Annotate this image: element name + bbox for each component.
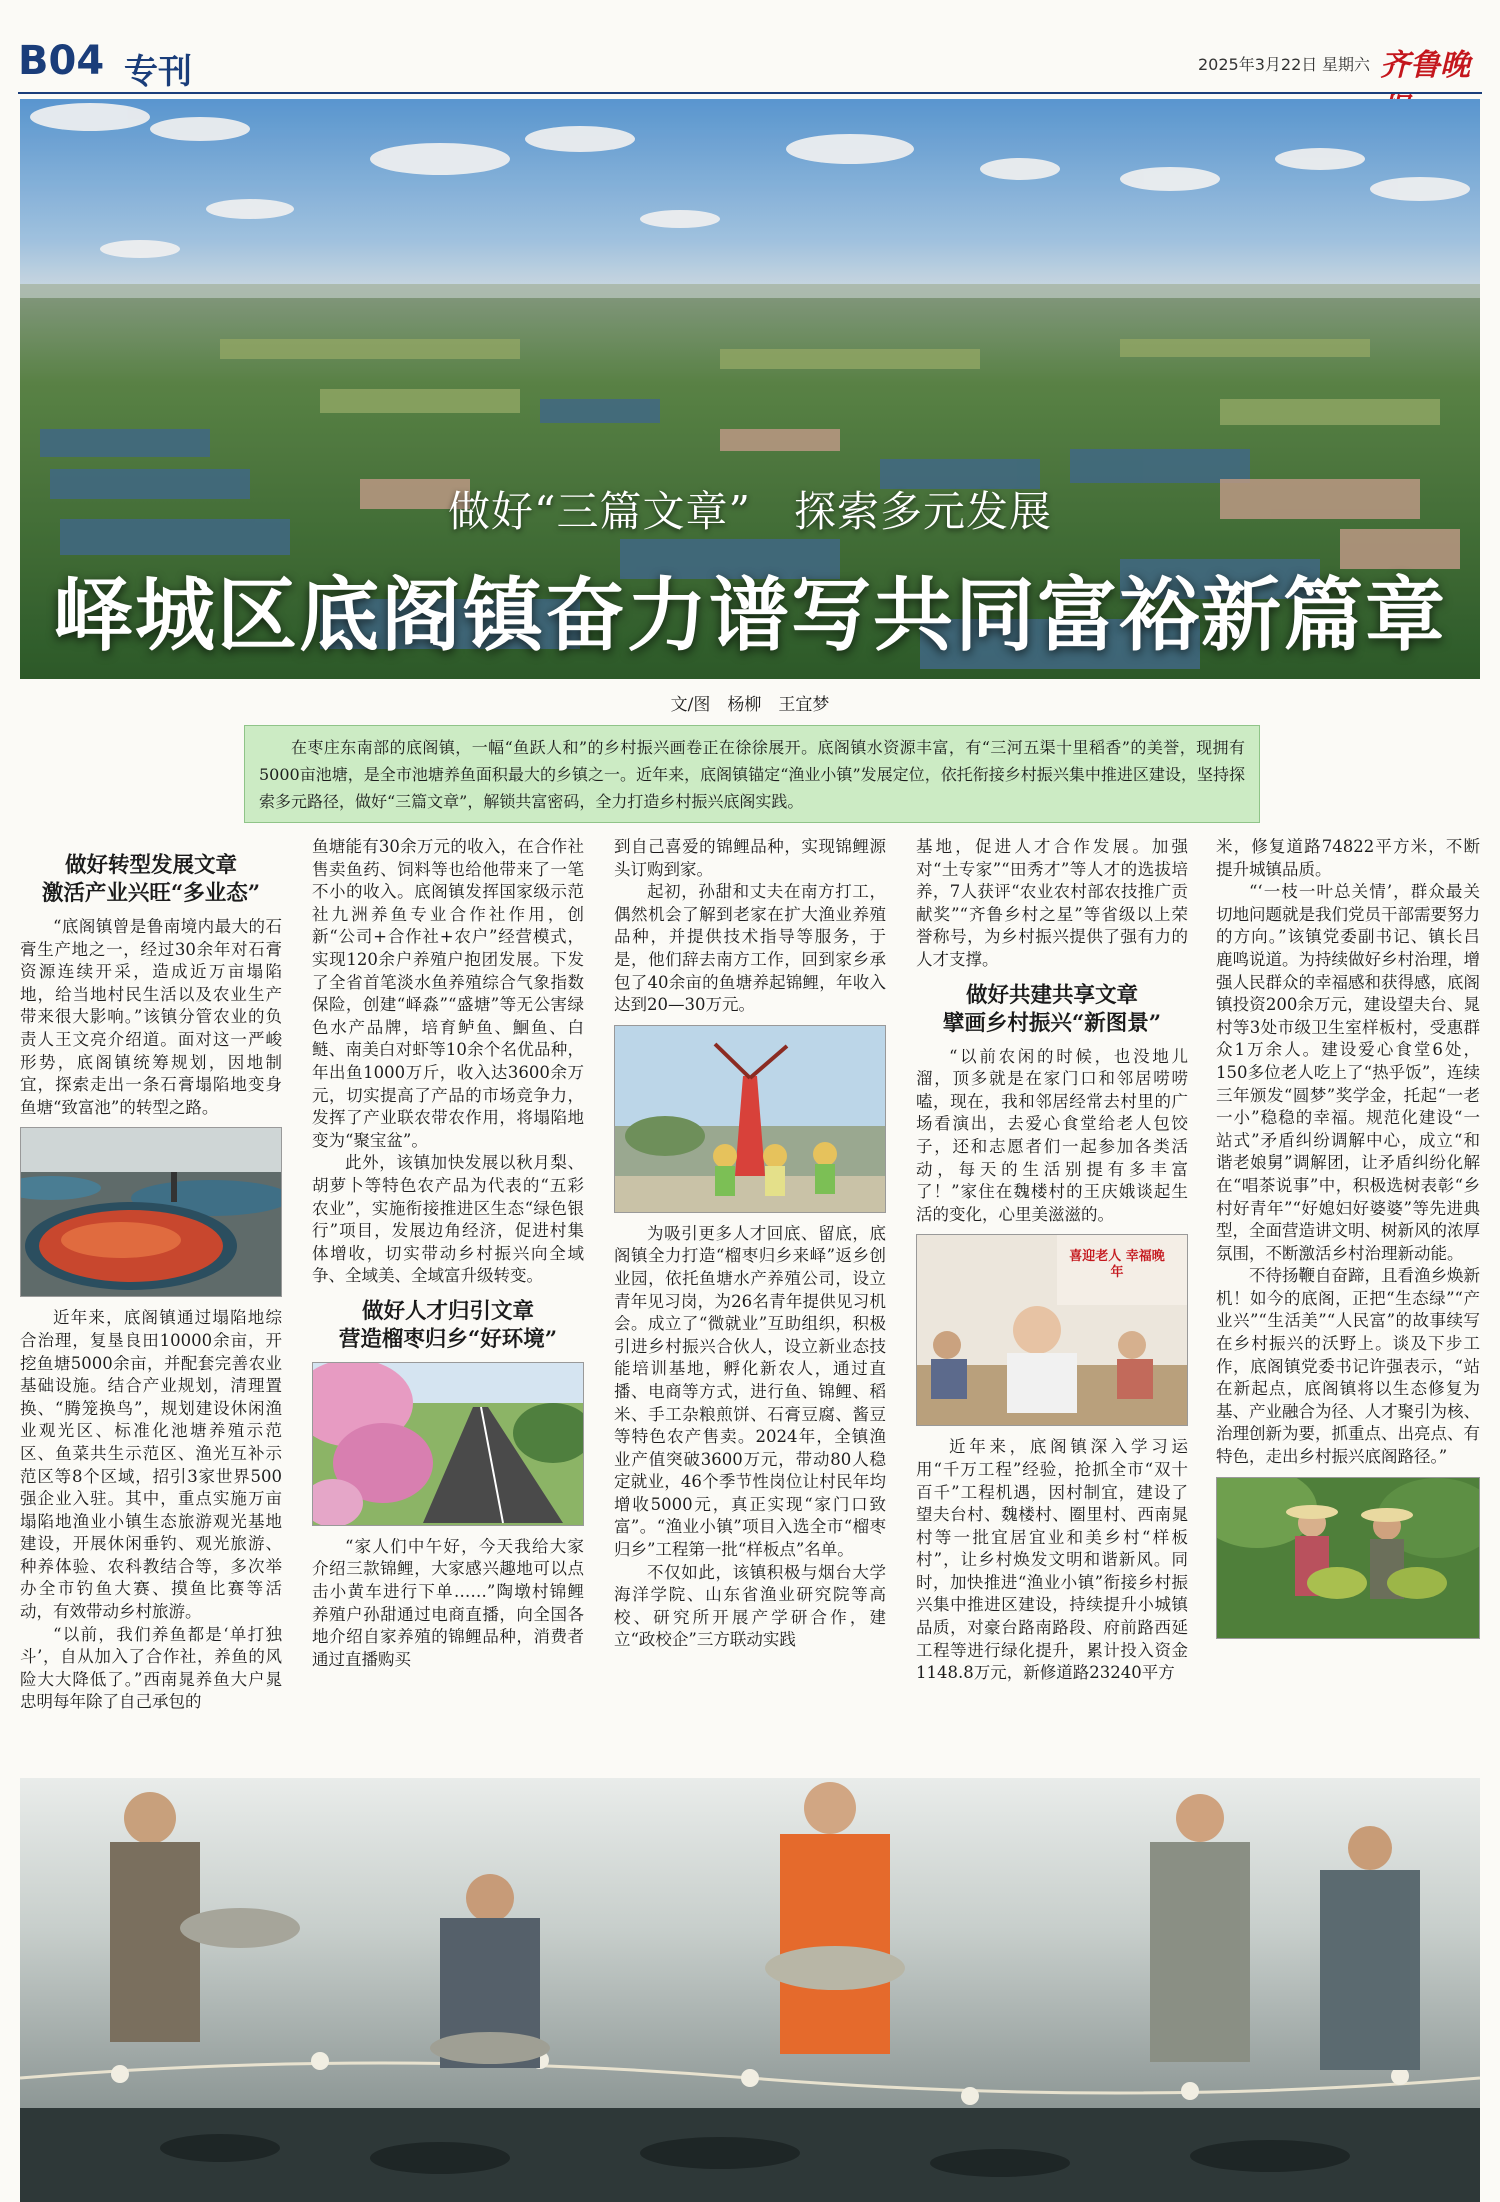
road-blossom-photo [312,1362,584,1526]
paragraph: 到自己喜爱的锦鲤品种，实现锦鲤源头订购到家。 [614,837,886,879]
column-3 [614,836,886,1776]
issue-date: 2025年3月22日 [1198,55,1318,74]
elderly-canteen-photo [916,1234,1188,1426]
paragraph: 米，修复道路74822平方米，不断提升城镇品质。 [1216,837,1480,879]
paragraph: “底阁镇曾是鲁南境内最大的石膏生产地之一，经过30余年对石膏资源连续开采，造成近万亩塌陷地，给当地村民生活以及农业生产带来很大影响。”该镇分管农业的负责人王文亮介绍道。面对这一严峻形势，底阁镇统筹规划，因地制宜，探索走出一条石膏塌陷地变身鱼塘“致富池”的转型之路。 [20,917,282,1117]
fish-harvest-photo [20,1778,1480,2202]
paragraph: 鱼塘能有30余万元的收入，在合作社售卖鱼药、饲料等也给他带来了一笔不小的收入。底阁镇发挥国家级示范社九洲养鱼专业合作社作用，创新“公司+合作社+农户”经营模式，实现120余户养殖户抱团发展。下发了全省首笔淡水鱼养殖综合气象指数保险，创建“峄淼”“盛塘”等无公害绿色水产品牌，培育鲈鱼、鮰鱼、白鲢、南美白对虾等10余个名优品种，年出鱼1000万斤，收入达3600余万元，切实提高了产品的市场竞争力，发挥了产业联农带农作用，将塌陷地变为“聚宝盆”。 [312,837,584,1150]
paragraph: “以前农闲的时候，也没地儿溜，顶多就是在家门口和邻居唠唠嗑，现在，我和邻居经常去村里的广场看演出，去爱心食堂给老人包饺子，还和志愿者们一起参加各类活动，每天的生活别提有多丰富了！”家住在魏楼村的王庆娥谈起生活的变化，心里美滋滋的。 [916,1046,1188,1224]
hero-photo [20,99,1480,679]
paragraph: “家人们中午好，今天我给大家介绍三款锦鲤，大家感兴趣地可以点击小黄车进行下单……”陶墩村锦鲤养殖户孙甜通过电商直播，向全国各地介绍自家养殖的锦鲤品种，消费者通过直播购买 [312,1536,584,1669]
section-1-heading [20,852,282,908]
section-heading-line: 激活产业兴旺“多业态” [41,881,261,906]
paragraph: 基地，促进人才合作发展。加强对“土专家”“田秀才”等人才的选拔培养，7人获评“农业农村部农技推广贡献奖”“齐鲁乡村之星”等省级以上荣誉称号，为乡村振兴提供了强有力的人才支撑。 [916,837,1188,969]
section-2-heading [312,1298,584,1354]
harvest-image [1217,1478,1479,1638]
fishermen-netting-image [20,1778,1480,2202]
section-heading-line: 擘画乡村振兴“新图景” [942,1010,1162,1036]
newspaper-logo: 齐鲁晚 [1380,48,1470,83]
paragraph: 近年来，底阁镇深入学习运用“千万工程”经验，抢抓全市“双十百千”工程机遇，因村制宜，建设了望夫台村、魏楼村、圈里村、西南晁村等一批宜居宜业和美乡村“样板村”，让乡村焕发文明和谐新风。同时，加快推进“渔业小镇”衔接乡村振兴集中推进区建设，持续提升小城镇品质，对豪台路南路段、府前路西延工程等进行绿化提升，累计投入资金1148.8万元，新修道路23240平方 [916,1437,1188,1683]
column-1 [20,852,282,1742]
column-4 [916,836,1188,1776]
column-5 [1216,836,1480,1776]
section-heading-line: 营造榴枣归乡“好环境” [338,1326,558,1352]
masthead-rule [18,92,1482,94]
page-number: B04 [18,38,105,84]
section-3-heading [916,982,1188,1038]
road-image [313,1363,583,1525]
lead-paragraph: 在枣庄东南部的底阁镇，一幅“鱼跃人和”的乡村振兴画卷正在徐徐展开。底阁镇水资源丰富，有“三河五渠十里稻香”的美誉，现拥有5000亩池塘，是全市池塘养鱼面积最大的乡镇之一。近年来，底阁镇锚定“渔业小镇”发展定位，依托衔接乡村振兴集中推进区建设，坚持探索多元路径，做好“三篇文章”，解锁共富密码，全力打造乡村振兴底阁实践。 [244,725,1260,823]
section-name: 专刊 [124,52,192,92]
paragraph: 此外，该镇加快发展以秋月梨、胡萝卜等特色农产品为代表的“五彩农业”，实施衔接推进区生态“绿色银行”项目，发展边角经济，促进村集体增收，切实带动乡村振兴向全域争、全域美、全域富升级转变。 [312,1153,584,1286]
windmill-image [615,1026,885,1212]
fish-tank-image [21,1128,281,1296]
page-headline: 峄城区底阁镇奋力谱写共同富裕新篇章 [53,568,1447,662]
issue-weekday: 星期六 [1322,55,1371,74]
paragraph: 为吸引更多人才回底、留底，底阁镇全力打造“榴枣归乡来峄”返乡创业园，依托鱼塘水产养殖公司，设立青年见习岗，为26名青年提供见习机会。成立了“微就业”互助组织，积极引进乡村振兴合伙人，设立新业态技能培训基地，孵化新农人，通过直播、电商等方式，进行鱼、锦鲤、稻米、手工杂粮煎饼、石膏豆腐、酱豆等特色农产售卖。2024年，全镇渔业产值突破3600万元，带动80人稳定就业，46个季节性岗位让村民年均增收5000元，真正实现“家门口致富”。“渔业小镇”项目入选全市“榴枣归乡”工程第一批“样板点”名单。 [614,1223,886,1560]
column-2 [312,836,584,1776]
section-heading-line: 做好转型发展文章 [64,853,237,878]
paragraph: 起初，孙甜和丈夫在南方打工，偶然机会了解到老家在扩大渔业养殖品种，并提供技术指导等服务，于是，他们辞去南方工作，回到家乡承包了40余亩的鱼塘养起锦鲤，年收入达到20—30万元。 [614,882,886,1015]
children-windmill-photo [614,1025,886,1213]
canteen-wall-sign: 喜迎老人 幸福晚年 [1069,1249,1165,1281]
paragraph: 不待扬鞭自奋蹄，且看渔乡焕新机！如今的底阁，正把“生态绿”“产业兴”“生活美”“人民富”的故事续写在乡村振兴的沃野上。谈及下步工作，底阁镇党委书记许强表示，“站在新起点，底阁镇将以生态修复为基、产业融合为径、人才聚引为核、治理创新为要，抓重点、出亮点、有特色，走出乡村振兴底阁路径。” [1216,1266,1480,1467]
paragraph: “‘一枝一叶总关情’，群众最关切地问题就是我们党员干部需要努力的方向。”该镇党委副书记、镇长吕鹿鸣说道。为持续做好乡村治理，增强人民群众的幸福感和获得感，底阁镇投资200余万元，建设望夫台、晁村等3处市级卫生室样板村，受惠群众1万余人。建设爱心食堂6处，150多位老人吃上了“热乎饭”，连续三年颁发“圆梦”奖学金，托起“一老一小”稳稳的幸福。规范化建设“一站式”矛盾纠纷调解中心，成立“和谐老娘舅”调解团，让矛盾纠纷化解在“唱茶说事”中，积极选树表彰“乡村好青年”“好媳妇好婆婆”等先进典型，全面营造讲文明、树新风的浓厚氛围，不断激活乡村治理新动能。 [1216,882,1480,1263]
paragraph: “以前，我们养鱼都是‘单打独斗’，自从加入了合作社，养鱼的风险大大降低了。”西南晁养鱼大户晁忠明每年除了自己承包的 [20,1624,282,1712]
section-heading-line: 做好人才归引文章 [361,1298,534,1324]
section-heading-line: 做好共建共享文章 [965,982,1138,1008]
farmers-harvest-photo [1216,1477,1480,1639]
fish-pond-photo [20,1127,282,1297]
paragraph: 不仅如此，该镇积极与烟台大学海洋学院、山东省渔业研究院等高校、研究所开展产学研合作，建立“政校企”三方联动实践 [614,1562,886,1650]
hero-subtitle: 做好“三篇文章” 探索多元发展 [448,487,1052,536]
paragraph: 近年来，底阁镇通过塌陷地综合治理，复垦良田10000余亩，开挖鱼塘5000余亩，并配套完善农业基础设施。结合产业规划，清理置换、“腾笼换鸟”，规划建设休闲渔业观光区、标准化池塘养殖示范区、鱼菜共生示范区、渔光互补示范区等8个区域，招引3家世界500强企业入驻。其中，重点实施万亩塌陷地渔业小镇生态旅游观光基地建设，开展休闲垂钓、观光旅游、种养体验、农科教结合等，多次举办全市钓鱼大赛、摸鱼比赛等活动，有效带动乡村旅游。 [20,1308,282,1622]
masthead [18,0,1482,94]
byline: 文/图 杨柳 王宜梦 [670,695,830,715]
